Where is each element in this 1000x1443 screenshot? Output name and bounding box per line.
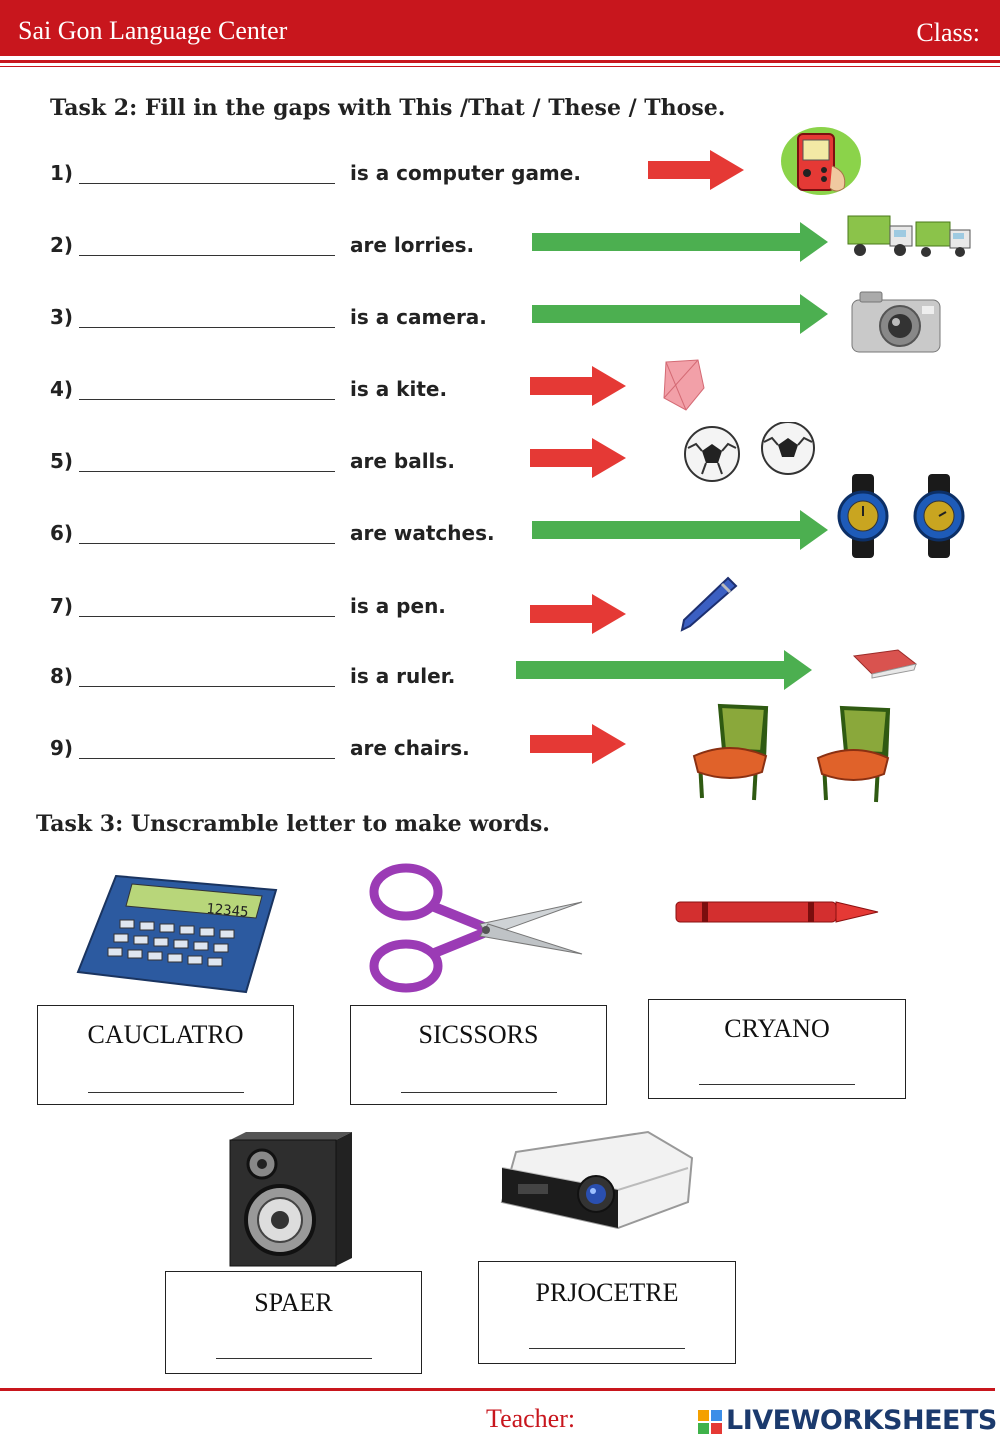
task2-title: Task 2: Fill in the gaps with This /That / These / Those. xyxy=(50,95,726,121)
scrambled-word: SPAER xyxy=(254,1288,333,1317)
word-box-crayon xyxy=(648,999,906,1099)
answer-input-projector[interactable] xyxy=(529,1348,685,1349)
speaker-icon xyxy=(226,1130,356,1268)
row-text: are lorries. xyxy=(350,233,475,257)
class-label: Class: xyxy=(916,18,980,47)
row-number: 6) xyxy=(50,521,74,545)
calculator-icon xyxy=(76,870,280,996)
answer-input-calculator[interactable] xyxy=(88,1092,244,1093)
gap-input-8[interactable] xyxy=(79,686,335,687)
pen-icon xyxy=(678,574,738,632)
answer-input-speaker[interactable] xyxy=(216,1358,372,1359)
word-box-scissors xyxy=(350,1005,607,1105)
red-arrow-icon xyxy=(530,594,626,634)
scrambled-word: SICSSORS xyxy=(418,1020,539,1049)
gap-input-4[interactable] xyxy=(79,399,335,400)
word-box-projector xyxy=(478,1261,736,1364)
scrambled-word: PRJOCETRE xyxy=(535,1278,679,1307)
row-number: 3) xyxy=(50,305,74,329)
row-text: is a ruler. xyxy=(350,664,456,688)
liveworksheets-brand[interactable]: LIVEWORKSHEETS xyxy=(726,1405,997,1436)
teacher-label: Teacher: xyxy=(486,1404,576,1433)
row-text: is a kite. xyxy=(350,377,448,401)
green-arrow-icon xyxy=(532,510,828,550)
handheld-game-icon xyxy=(780,126,862,196)
row-text: are chairs. xyxy=(350,736,470,760)
green-arrow-icon xyxy=(532,222,828,262)
header-divider xyxy=(0,60,1000,63)
kite-icon xyxy=(658,358,708,414)
red-arrow-icon xyxy=(530,366,626,406)
scrambled-word: CAUCLATRO xyxy=(87,1020,244,1049)
row-text: is a camera. xyxy=(350,305,487,329)
row-text: is a computer game. xyxy=(350,161,581,185)
red-arrow-icon xyxy=(530,438,626,478)
red-arrow-icon xyxy=(530,724,626,764)
watches-icon xyxy=(834,472,974,560)
eraser-icon xyxy=(848,646,920,680)
crayon-icon xyxy=(672,896,882,928)
row-text: are watches. xyxy=(350,521,495,545)
gap-input-9[interactable] xyxy=(79,758,335,759)
soccer-balls-icon xyxy=(682,422,818,482)
row-text: is a pen. xyxy=(350,594,446,618)
gap-input-1[interactable] xyxy=(79,183,335,184)
green-arrow-icon xyxy=(532,294,828,334)
green-arrow-icon xyxy=(516,650,812,690)
row-text: are balls. xyxy=(350,449,455,473)
answer-input-scissors[interactable] xyxy=(401,1092,557,1093)
footer-divider xyxy=(0,1388,995,1391)
svg-text:12345: 12345 xyxy=(205,901,250,921)
lorries-icon xyxy=(846,212,974,260)
scissors-icon xyxy=(368,862,588,994)
task3-title: Task 3: Unscramble letter to make words. xyxy=(36,811,550,837)
row-number: 9) xyxy=(50,736,74,760)
camera-icon xyxy=(850,288,942,354)
projector-icon xyxy=(498,1128,694,1232)
gap-input-5[interactable] xyxy=(79,471,335,472)
row-number: 2) xyxy=(50,233,74,257)
word-box-calculator xyxy=(37,1005,294,1105)
row-number: 8) xyxy=(50,664,74,688)
red-arrow-icon xyxy=(648,150,744,190)
word-box-speaker xyxy=(165,1271,422,1374)
scrambled-word: CRYANO xyxy=(724,1014,830,1043)
center-name: Sai Gon Language Center xyxy=(18,16,288,45)
row-number: 5) xyxy=(50,449,74,473)
chairs-icon xyxy=(690,700,900,804)
gap-input-2[interactable] xyxy=(79,255,335,256)
gap-input-7[interactable] xyxy=(79,616,335,617)
gap-input-3[interactable] xyxy=(79,327,335,328)
gap-input-6[interactable] xyxy=(79,543,335,544)
answer-input-crayon[interactable] xyxy=(699,1084,855,1085)
row-number: 7) xyxy=(50,594,74,618)
row-number: 1) xyxy=(50,161,74,185)
row-number: 4) xyxy=(50,377,74,401)
header-divider-thin xyxy=(0,66,1000,67)
liveworksheets-logo-icon xyxy=(698,1410,722,1434)
